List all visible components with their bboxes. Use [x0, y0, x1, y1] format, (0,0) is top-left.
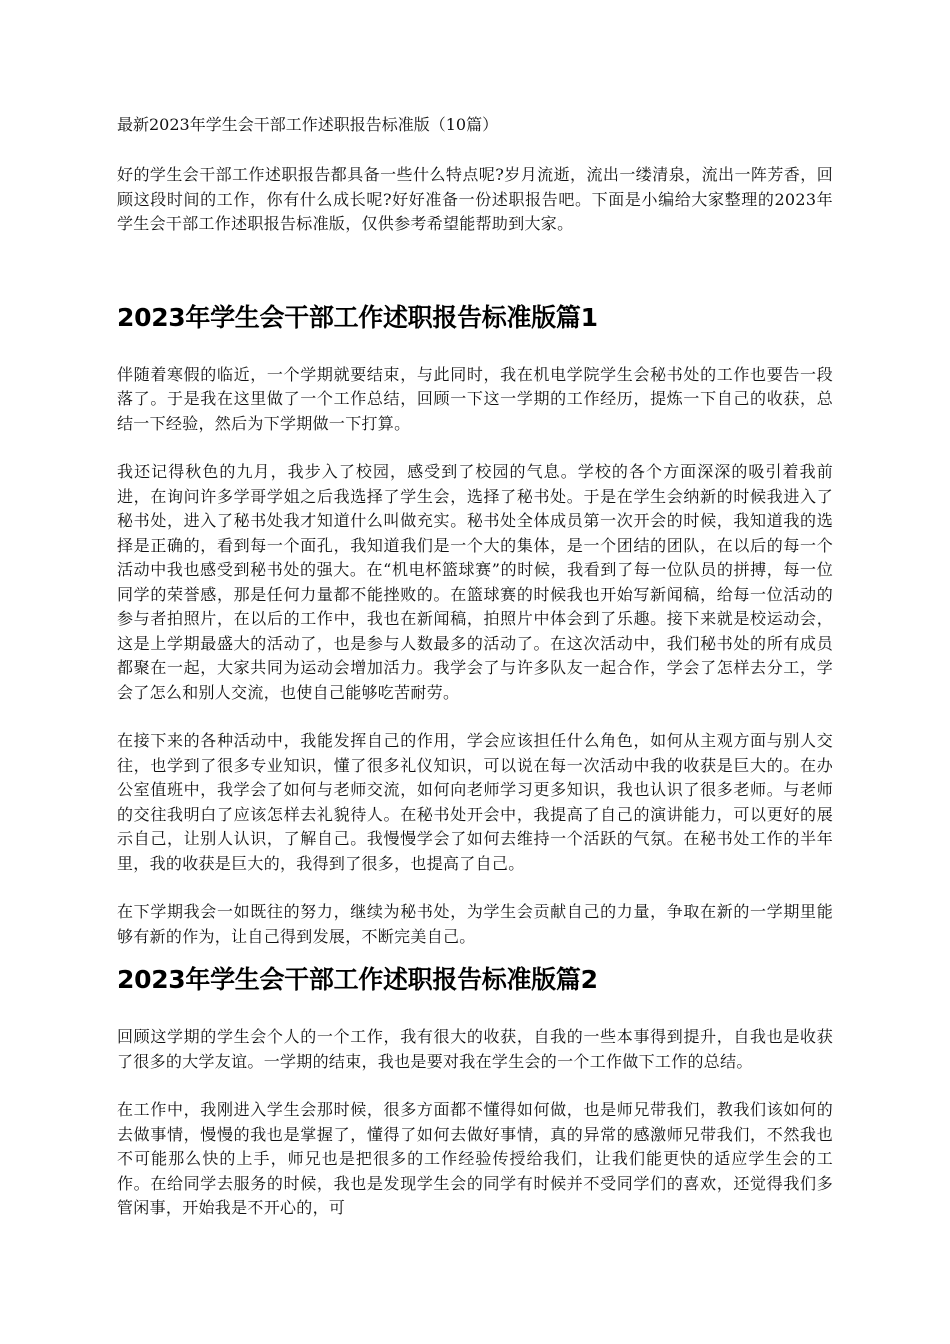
section-1-paragraph-3: 在接下来的各种活动中，我能发挥自己的作用，学会应该担任什么角色，如何从主观方面与别人交往，也学到了很多专业知识，懂了很多礼仪知识，可以说在每一次活动中我的收获是巨大的。在办公室值班中，我学会了如何与老师交流，如何向老师学习更多知识，我也认识了很多老师。与老师的交往我明白了应该怎样去礼貌待人。在秘书处开会中，我提高了自己的演讲能力，可以更好的展示自己，让别人认识，了解自己。我慢慢学会了如何去维持一个活跃的气氛。在秘书处工作的半年里，我的收获是巨大的，我得到了很多，也提高了自己。 — [117, 731, 833, 873]
section-2-paragraph-1: 回顾这学期的学生会个人的一个工作，我有很大的收获，自我的一些本事得到提升，自我也是收获了很多的大学友谊。一学期的结束，我也是要对我在学生会的一个工作做下工作的总结。 — [117, 1027, 833, 1071]
document-title: 最新2023年学生会干部工作述职报告标准版（10篇） — [117, 115, 499, 134]
section-1-heading: 2023年学生会干部工作述职报告标准版篇1 — [117, 302, 598, 332]
section-2-heading: 2023年学生会干部工作述职报告标准版篇2 — [117, 965, 598, 994]
section-1-paragraph-4: 在下学期我会一如既往的努力，继续为秘书处，为学生会贡献自己的力量，争取在新的一学期里能够有新的作为，让自己得到发展，不断完美自己。 — [117, 902, 833, 946]
section-2-paragraph-2: 在工作中，我刚进入学生会那时候，很多方面都不懂得如何做，也是师兄带我们，教我们该如何的去做事情，慢慢的我也是掌握了，懂得了如何去做好事情，真的异常的感激师兄带我们，不然我也不可能那么快的上手，师兄也是把很多的工作经验传授给我们，让我们能更快的适应学生会的工作。在给同学去服务的时候，我也是发现学生会的同学有时候并不受同学们的喜欢，还觉得我们多管闲事，开始我是不开心的，可 — [117, 1100, 833, 1217]
section-1-body — [117, 363, 833, 950]
intro-paragraph: 好的学生会干部工作述职报告都具备一些什么特点呢?岁月流逝，流出一缕清泉，流出一阵芳香，回顾这段时间的工作，你有什么成长呢?好好准备一份述职报告吧。下面是小编给大家整理的2023年学生会干部工作述职报告标准版，仅供参考希望能帮助到大家。 — [117, 165, 833, 233]
section-1-paragraph-1: 伴随着寒假的临近，一个学期就要结束，与此同时，我在机电学院学生会秘书处的工作也要告一段落了。于是我在这里做了一个工作总结，回顾一下这一学期的工作经历，提炼一下自己的收获，总结一下经验，然后为下学期做一下打算。 — [117, 364, 833, 433]
section-1-paragraph-2: 我还记得秋色的九月，我步入了校园，感受到了校园的气息。学校的各个方面深深的吸引着我前进，在询问许多学哥学姐之后我选择了学生会，选择了秘书处。于是在学生会纳新的时候我进入了秘书处，进入了秘书处我才知道什么叫做充实。秘书处全体成员第一次开会的时候，我知道我的选择是正确的，看到每一个面孔，我知道我们是一个大的集体，是一个团结的团队，在以后的每一个活动中我也感受到秘书处的强大。在“机电杯篮球赛”的时候，我看到了每一位队员的拼搏，每一位同学的荣誉感，那是任何力量都不能挫败的。在篮球赛的时候我也开始写新闻稿，给每一位活动的参与者拍照片，在以后的工作中，我也在新闻稿，拍照片中体会到了乐趣。接下来就是校运动会，这是上学期最盛大的活动了，也是参与人数最多的活动了。在这次活动中，我们秘书处的所有成员都聚在一起，大家共同为运动会增加活力。我学会了与许多队友一起合作，学会了怎样去分工，学会了怎么和别人交流，也使自己能够吃苦耐劳。 — [117, 462, 833, 702]
document-body — [117, 112, 833, 1221]
section-2-body — [117, 1025, 833, 1221]
